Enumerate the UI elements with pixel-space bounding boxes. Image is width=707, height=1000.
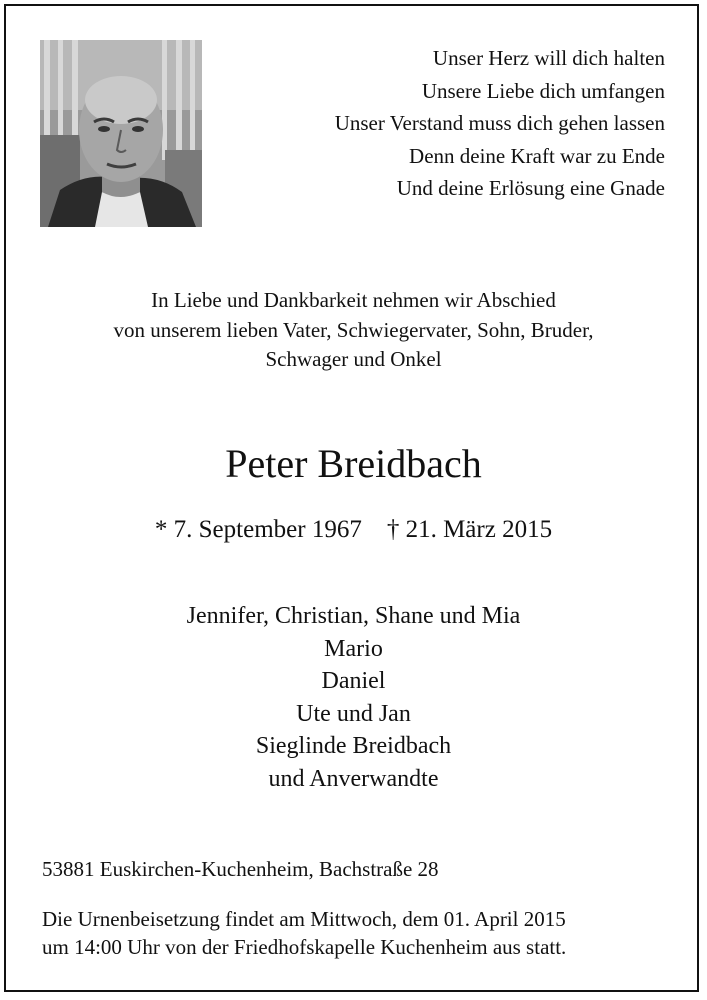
poem-line: Denn deine Kraft war zu Ende xyxy=(409,143,665,168)
deceased-name: Peter Breidbach xyxy=(225,441,482,486)
mourner-line: und Anverwandte xyxy=(268,765,439,792)
intro-line: Schwager und Onkel xyxy=(265,347,442,371)
mourner-line: Sieglinde Breidbach xyxy=(255,733,452,759)
poem-line: Unser Herz will dich halten xyxy=(432,46,665,70)
ceremony-info xyxy=(42,905,566,961)
memorial-poem xyxy=(235,42,665,205)
mourner-line: Ute und Jan xyxy=(296,700,411,727)
ceremony-line: um 14:00 Uhr von der Friedhofskapelle Kuchenheim aus statt. xyxy=(42,935,567,959)
farewell-intro xyxy=(0,286,707,375)
birth-date: * 7. September 1967 xyxy=(154,516,362,543)
intro-line: In Liebe und Dankbarkeit nehmen wir Abschied xyxy=(151,288,556,312)
poem-line: Unsere Liebe dich umfangen xyxy=(421,78,665,103)
mourners-list xyxy=(0,600,707,795)
life-dates xyxy=(0,513,707,547)
death-date: † 21. März 2015 xyxy=(386,516,553,543)
mourner-line: Daniel xyxy=(321,668,386,694)
ceremony-line: Die Urnenbeisetzung findet am Mittwoch, dem 01. April 2015 xyxy=(42,907,566,931)
poem-line: Und deine Erlösung eine Gnade xyxy=(396,176,665,200)
mourner-line: Mario xyxy=(324,635,383,662)
mourner-line: Jennifer, Christian, Shane und Mia xyxy=(186,603,521,629)
poem-line: Unser Verstand muss dich gehen lassen xyxy=(334,111,665,135)
intro-line: von unserem lieben Vater, Schwiegervater, Sohn, Bruder, xyxy=(113,317,594,342)
mourning-address: 53881 Euskirchen-Kuchenheim, Bachstraße 28 xyxy=(42,857,439,881)
portrait-photo xyxy=(40,40,202,227)
